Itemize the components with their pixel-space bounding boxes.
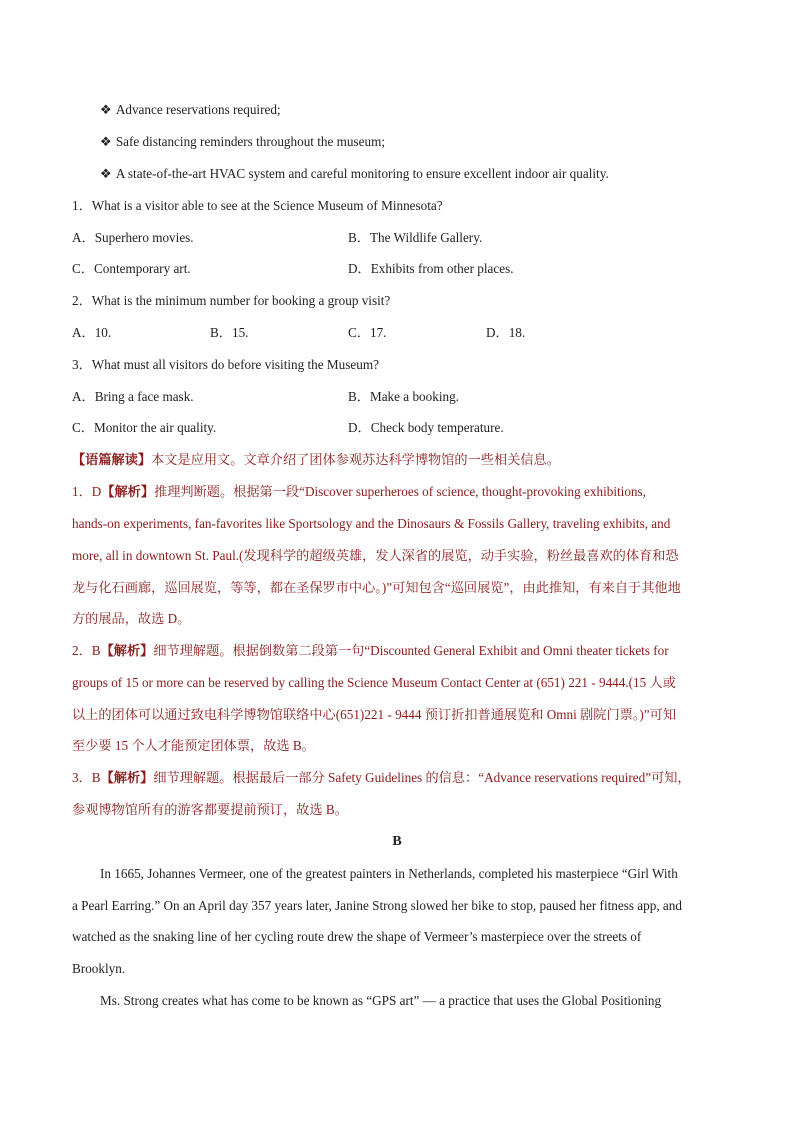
- diamond-bullet-icon: ❖: [100, 134, 112, 149]
- answer-explanation-line: 方的展品，故选 D。: [72, 611, 191, 626]
- question-stem: 1．What is a visitor able to see at the Science Museum of Minnesota?: [72, 198, 443, 213]
- answer-explanation-line: 至少要 15 个人才能预定团体票，故选 B。: [72, 738, 315, 753]
- question-option: A．Bring a face mask.: [72, 389, 194, 404]
- passage-line: Ms. Strong creates what has come to be known as “GPS art” — a practice that uses the Global Positioning: [100, 993, 662, 1008]
- question-option: C．Monitor the air quality.: [72, 420, 217, 435]
- question-stem: 2．What is the minimum number for booking a group visit?: [72, 293, 391, 308]
- passage-line: Brooklyn.: [72, 961, 126, 976]
- section-heading: B: [392, 834, 402, 849]
- answer-explanation-line: 3．B【解析】细节理解题。根据最后一部分 Safety Guidelines 的信息：“Advance reservations required”可知，: [72, 770, 691, 785]
- bullet-item: ❖ Advance reservations required;: [100, 102, 281, 117]
- answer-explanation-line: hands-on experiments, fan-favorites like Sportsology and the Dinosaurs & Fossils Gallery, traveling exhibits, and: [72, 516, 671, 531]
- passage-line: In 1665, Johannes Vermeer, one of the greatest painters in Netherlands, completed his masterpiece “Girl With: [100, 866, 678, 881]
- passage-summary: 【语篇解读】本文是应用文。文章介绍了团体参观苏达科学博物馆的一些相关信息。: [72, 452, 560, 467]
- answer-explanation-line: 参观博物馆所有的游客都要提前预订，故选 B。: [72, 802, 348, 817]
- question-option: C．17.: [348, 325, 387, 340]
- bullet-item: ❖ Safe distancing reminders throughout the museum;: [100, 134, 386, 149]
- question-option: A．Superhero movies.: [72, 230, 194, 245]
- passage-line: watched as the snaking line of her cycling route drew the shape of Vermeer’s masterpiece over the streets of: [72, 929, 642, 944]
- answer-explanation-line: 1．D【解析】推理判断题。根据第一段“Discover superheroes of science, thought-provoking exhibitions,: [72, 484, 646, 499]
- answer-explanation-line: groups of 15 or more can be reserved by calling the Science Museum Contact Center at (651) 221 - 9444.(15 人或: [72, 675, 676, 690]
- diamond-bullet-icon: ❖: [100, 166, 112, 181]
- question-option: C．Contemporary art.: [72, 261, 191, 276]
- question-option: D．Exhibits from other places.: [348, 261, 514, 276]
- question-option: D．Check body temperature.: [348, 420, 504, 435]
- answer-explanation-line: 龙与化石画廊，巡回展览，等等，都在圣保罗市中心。)”可知包含“巡回展览”，由此推知，有来自于其他地: [72, 580, 681, 595]
- diamond-bullet-icon: ❖: [100, 102, 112, 117]
- answer-explanation-line: 以上的团体可以通过致电科学博物馆联络中心(651)221 - 9444 预订折扣普通展览和 Omni 剧院门票。)”可知: [72, 707, 677, 722]
- question-option: D．18.: [486, 325, 526, 340]
- question-option: B．15.: [210, 325, 249, 340]
- answer-explanation-line: 2．B【解析】细节理解题。根据倒数第二段第一句“Discounted General Exhibit and Omni theater tickets for: [72, 643, 669, 658]
- question-option: A．10.: [72, 325, 112, 340]
- question-option: B．Make a booking.: [348, 389, 459, 404]
- question-stem: 3．What must all visitors do before visiting the Museum?: [72, 357, 379, 372]
- question-option: B．The Wildlife Gallery.: [348, 230, 483, 245]
- passage-line: a Pearl Earring.” On an April day 357 years later, Janine Strong slowed her bike to stop, paused her fitness app, and: [72, 898, 682, 913]
- bullet-item: ❖ A state-of-the-art HVAC system and careful monitoring to ensure excellent indoor air quality.: [100, 166, 609, 181]
- answer-explanation-line: more, all in downtown St. Paul.(发现科学的超级英雄，发人深省的展览，动手实验，粉丝最喜欢的体育和恐: [72, 548, 679, 563]
